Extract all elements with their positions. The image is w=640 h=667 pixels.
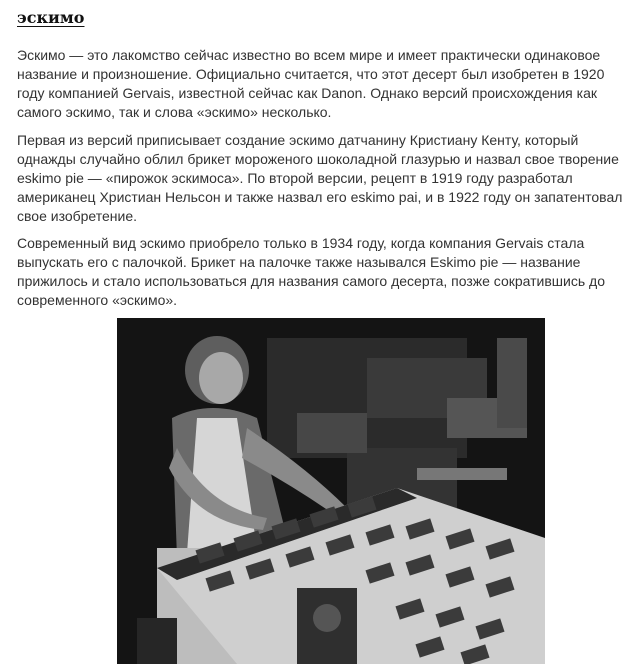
article-heading: эскимо xyxy=(17,8,85,27)
paragraph-first-version: Первая из версий приписывает создание эскимо датчанину Кристиану Кенту, который однажды случайно облил брикет мороженого шоколадной глазурью и назвал свое творение eskimo pie — «пирожок эскимоса». По второй версии, рецепт в 1919 году разработал американец Христиан Нельсон и также назвал его eskimo pai, и в 1922 году он запатентовал свое изобретение. xyxy=(17,132,623,224)
paragraph-origin: Эскимо — это лакомство сейчас известно во всем мире и имеет практически одинаковое название и произношение. Официально считается, что этот десерт был изобретен в 1920 году компанией Gervais, известной сейчас как Danon. Однако версий происхождения как самого эскимо, так и слова «эскимо» несколько. xyxy=(17,47,605,120)
factory-worker-photo-icon xyxy=(117,318,545,664)
paragraph-modern-form: Современный вид эскимо приобрело только в 1934 году, когда компания Gervais стала выпускать его с палочкой. Брикет на палочке также назывался Eskimo pie — название прижилось и стало использоваться для названия самого десерта, позже сократившись до современного «эскимо». xyxy=(17,235,605,308)
factory-photo xyxy=(117,318,545,664)
